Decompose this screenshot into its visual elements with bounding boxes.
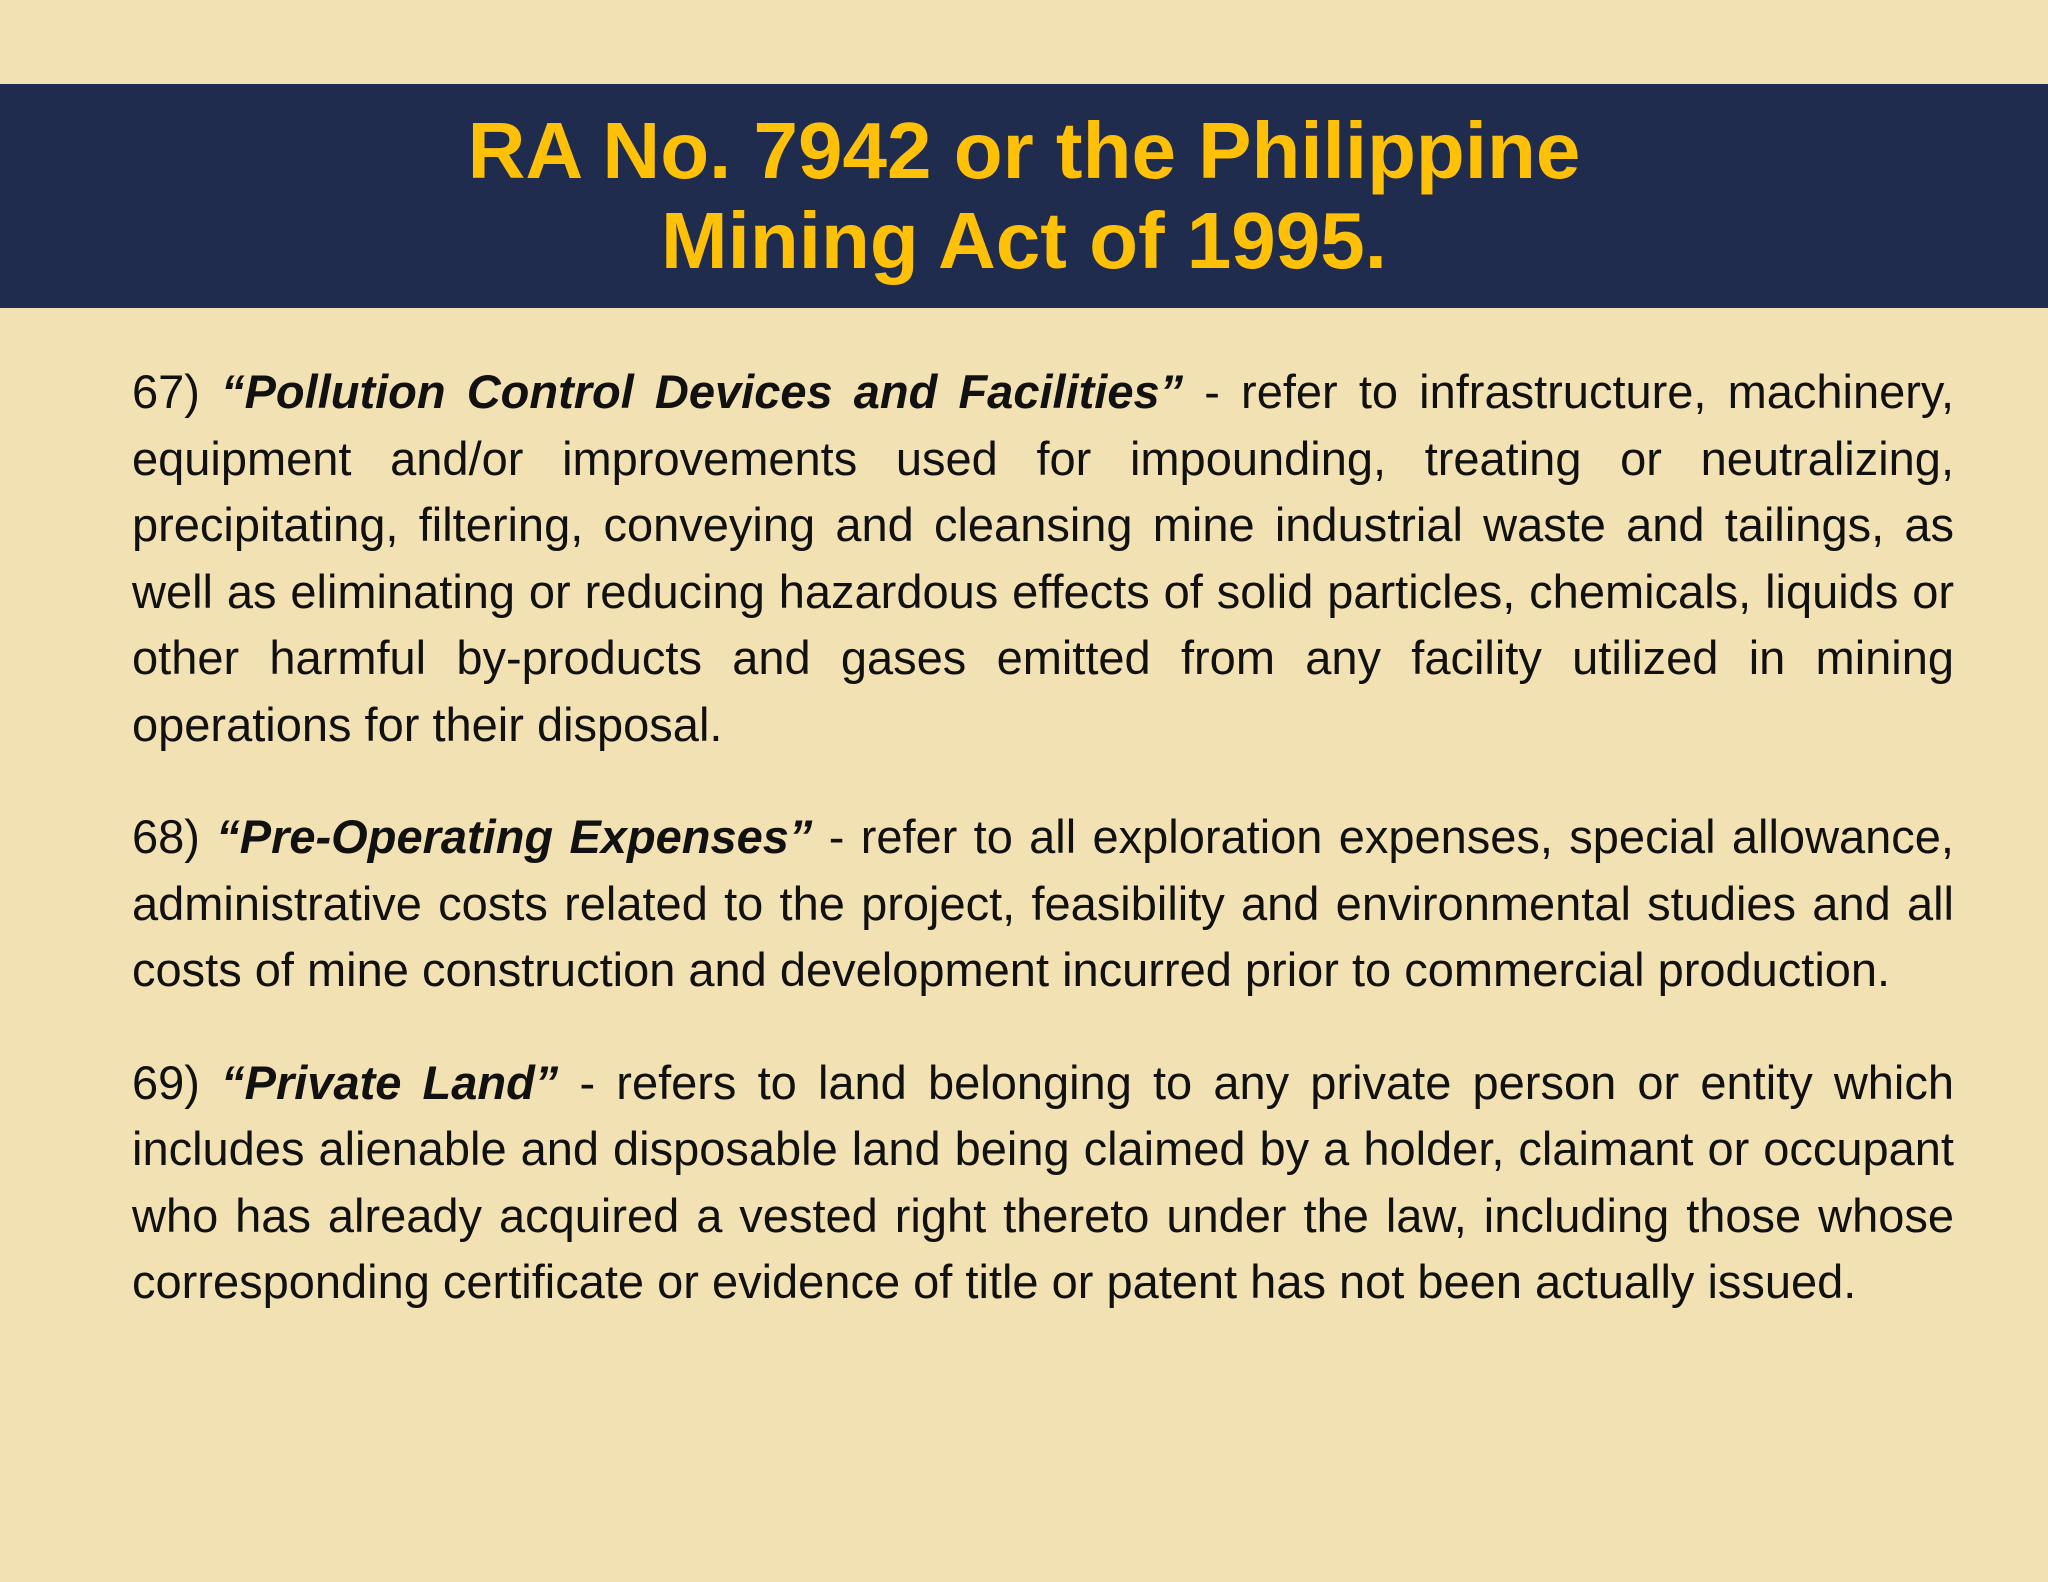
definition-term: “Private Land” (221, 1055, 559, 1109)
title-line-2: Mining Act of 1995. (660, 196, 1387, 285)
definition-term: “Pollution Control Devices and Facilities” (221, 365, 1184, 418)
definition-number: 67) (132, 365, 200, 418)
title-line-1: RA No. 7942 or the Philippine (467, 106, 1581, 195)
definition-text: - refer to all exploration expenses, special allowance, administrative costs related to the project, feasibility and environmental studies and all costs of mine construction and development incurred prior to commercial production. (132, 810, 1954, 996)
title-banner (0, 84, 2048, 308)
definitions-list (132, 359, 1954, 1362)
definition-term: “Pre-Operating Expenses” (216, 810, 813, 863)
definition-number: 69) (132, 1055, 200, 1109)
definition-68 (132, 804, 1954, 1004)
definition-text: - refers to land belonging to any private person or entity which includes alienable and disposable land being claimed by a holder, claimant or occupant who has already acquired a vested right thereto under the law, including those whose corresponding certificate or evidence of title or patent has not been actually issued. (132, 1055, 1955, 1308)
definition-69 (132, 1050, 1954, 1316)
definition-number: 68) (132, 810, 200, 863)
definition-text: - refer to infrastructure, machinery, equipment and/or improvements used for impounding, treating or neutralizing, precipitating, filtering, conveying and cleansing mine industrial waste and tailings, as well as eliminating or reducing hazardous effects of solid particles, chemicals, liquids or other harmful by-products and gases emitted from any facility utilized in mining operations for their disposal. (132, 365, 1954, 751)
definition-67 (132, 359, 1954, 758)
